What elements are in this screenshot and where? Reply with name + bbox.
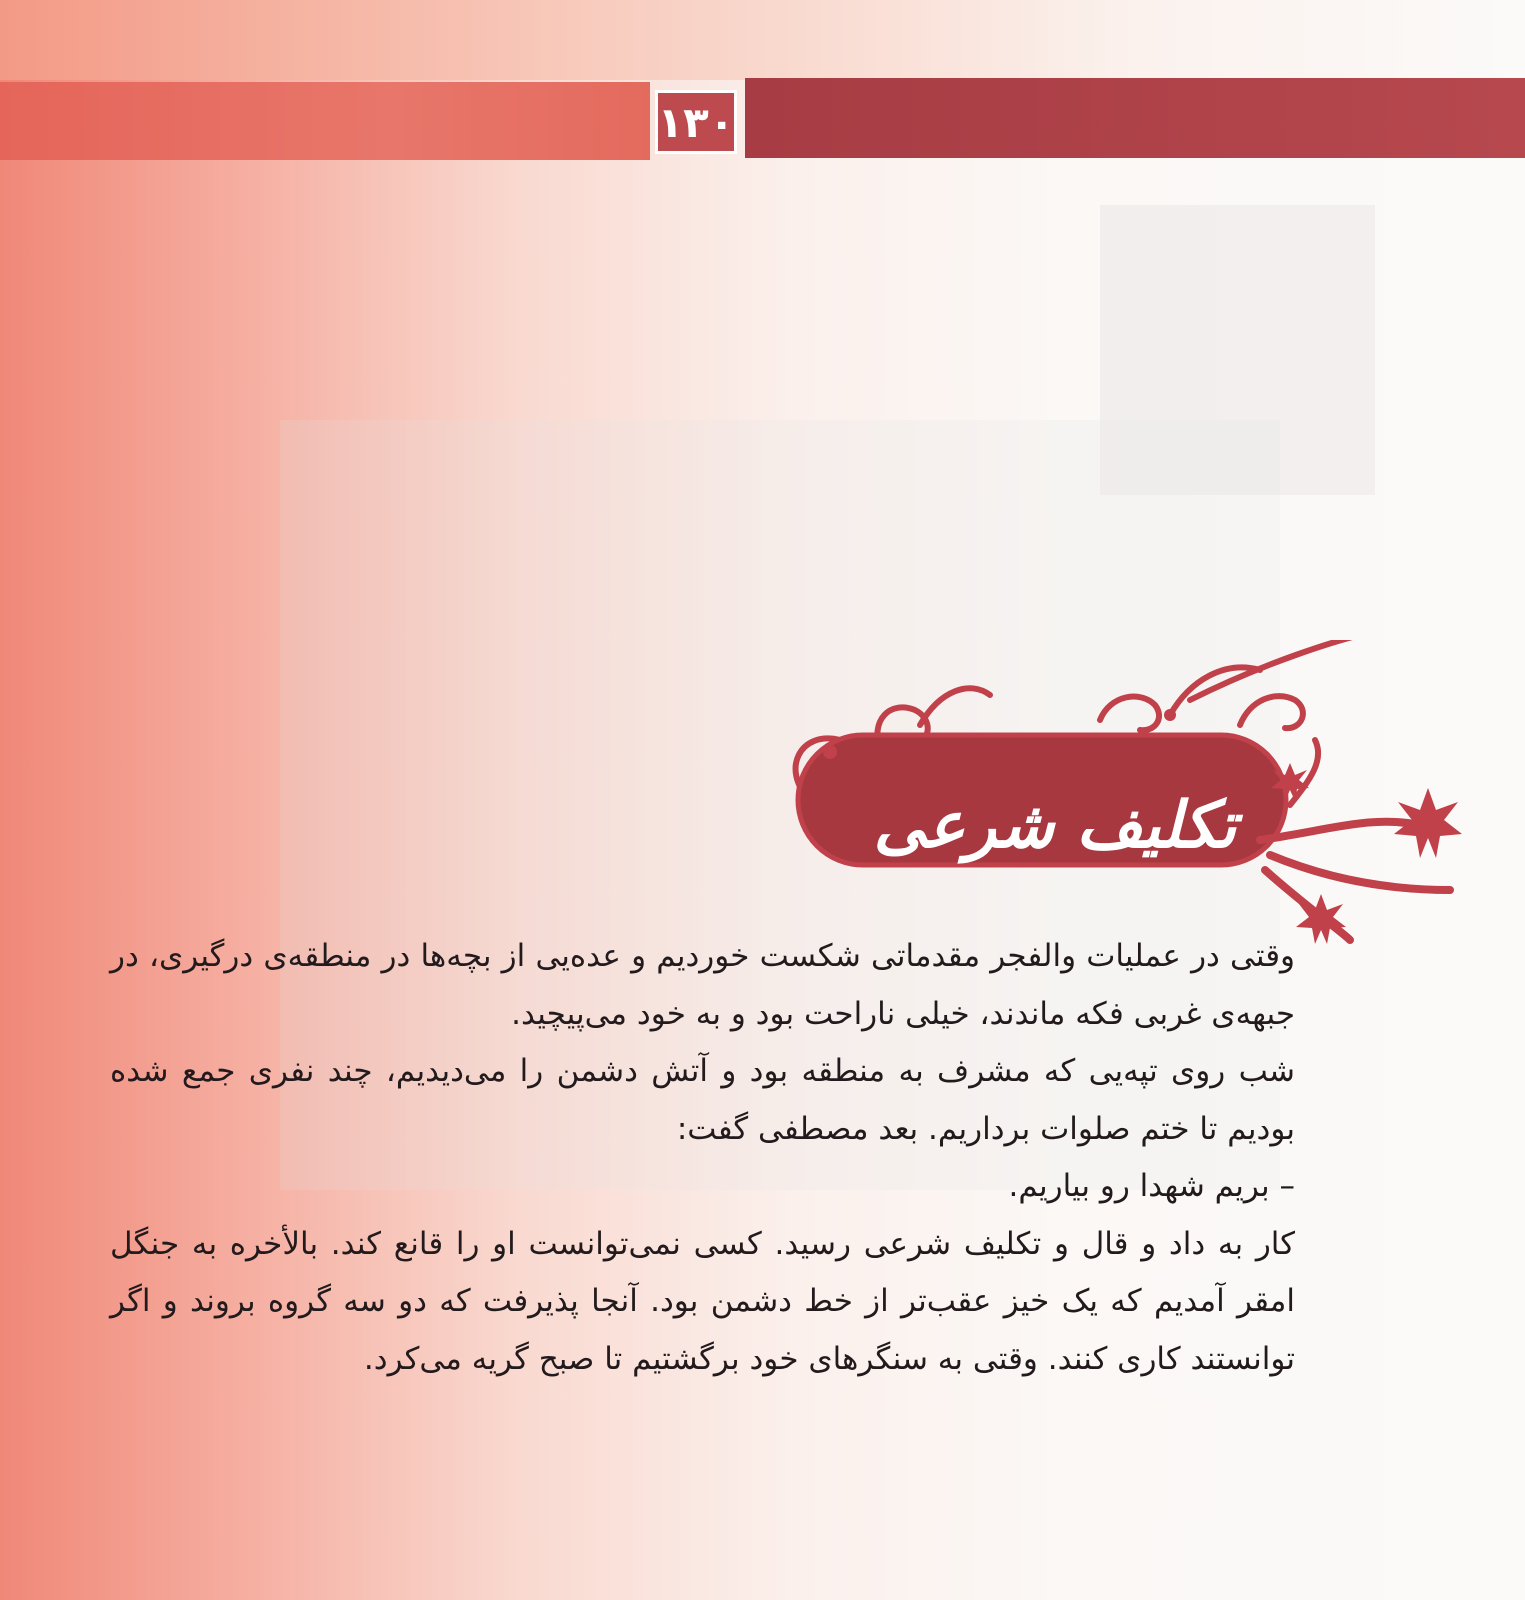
top-margin: [0, 0, 1525, 80]
header-bar-left: [0, 82, 650, 160]
page-number: ۱۳۰: [655, 90, 737, 154]
body-text: [110, 928, 1295, 1388]
paragraph: وقتی در عملیات والفجر مقدماتی شکست خوردیم و عده‌یی از بچه‌ها در منطقه‌ی درگیری، در جبهه‌ی غربی فکه ماندند، خیلی ناراحت بود و به خود می‌پیچید.: [110, 938, 1295, 1032]
header-bar-right: [745, 78, 1525, 158]
paragraph: کار به داد و قال و تکلیف شرعی رسید. کسی نمی‌توانست او را قانع کند. بالأخره به جنگل امقر آمدیم که یک خیز عقب‌تر از خط دشمن بود. آنجا پذیرفت که دو سه گروه بروند و اگر توانستند کاری کنند. وقتی به سنگرهای خود برگشتیم تا صبح گریه می‌کرد.: [110, 1225, 1295, 1377]
paragraph: شب روی تپه‌یی که مشرف به منطقه بود و آتش دشمن را می‌دیدیم، چند نفری جمع شده بودیم تا ختم صلوات برداریم. بعد مصطفی گفت:: [110, 1053, 1295, 1147]
section-title: تکلیف شرعی: [873, 787, 1237, 863]
paragraph: – بریم شهدا رو بیاریم.: [1008, 1168, 1295, 1204]
